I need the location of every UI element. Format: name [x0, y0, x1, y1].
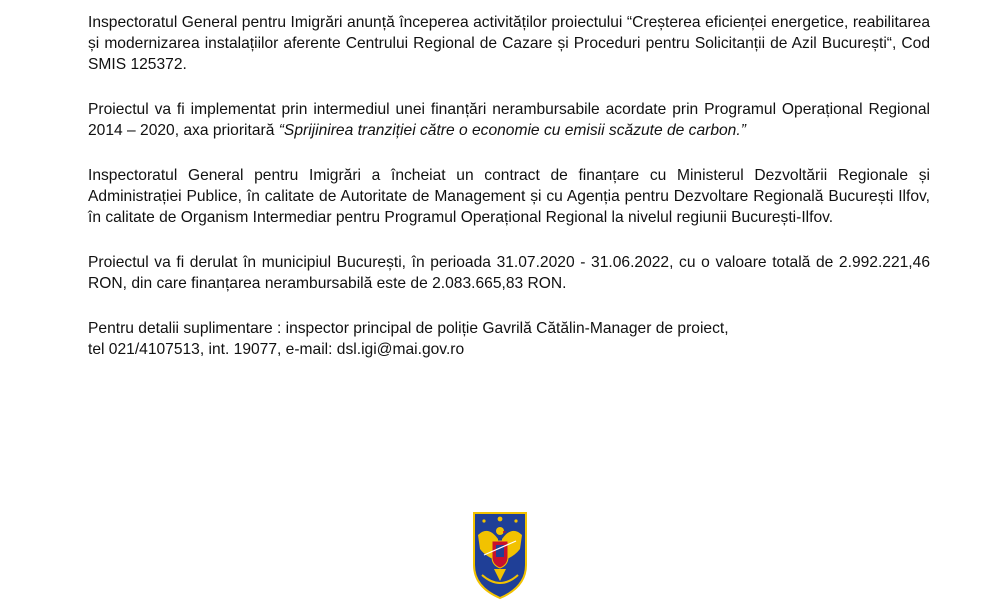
- coat-of-arms-icon: [470, 505, 530, 600]
- paragraph-financing: [88, 99, 930, 141]
- priority-axis-title: “Sprijinirea tranziției către o economie cu emisii scăzute de carbon.”: [278, 122, 746, 139]
- financing-text: Proiectul va fi implementat prin intermediul unei finanțări nerambursabile acordate prin Programul Operațional Regional 2014 – 2020, axa prioritară: [88, 101, 930, 139]
- document-body: [88, 12, 930, 360]
- paragraph-location-value: Proiectul va fi derulat în municipiul București, în perioada 31.07.2020 - 31.06.2022, cu o valoare totală de 2.992.221,46 RON, din care finanțarea nerambursabilă este de 2.083.665,83 RON.: [88, 254, 930, 292]
- contact-person: Pentru detalii suplimentare : inspector principal de poliție Gavrilă Cătălin-Manager de proiect,: [88, 320, 729, 337]
- paragraph-project-announcement: Inspectoratul General pentru Imigrări anunță începerea activităților proiectului “Creșterea eficienței energetice, reabilitarea și modernizarea instalațiilor aferente Centrului Regional de Cazare și Proceduri pentru Solicitanții de Azil București“, Cod SMIS 125372.: [88, 14, 930, 73]
- contact-details: tel 021/4107513, int. 19077, e-mail: dsl.igi@mai.gov.ro: [88, 341, 465, 358]
- paragraph-contact: [88, 318, 930, 360]
- paragraph-contract: Inspectoratul General pentru Imigrări a încheiat un contract de finanțare cu Ministerul Dezvoltării Regionale și Administrației Publice, în calitate de Autoritate de Management și cu Agenția pentru Dezvoltare Regională București Ilfov, în calitate de Organism Intermediar pentru Programul Operațional Regional la nivelul regiunii București-Ilfov.: [88, 167, 930, 226]
